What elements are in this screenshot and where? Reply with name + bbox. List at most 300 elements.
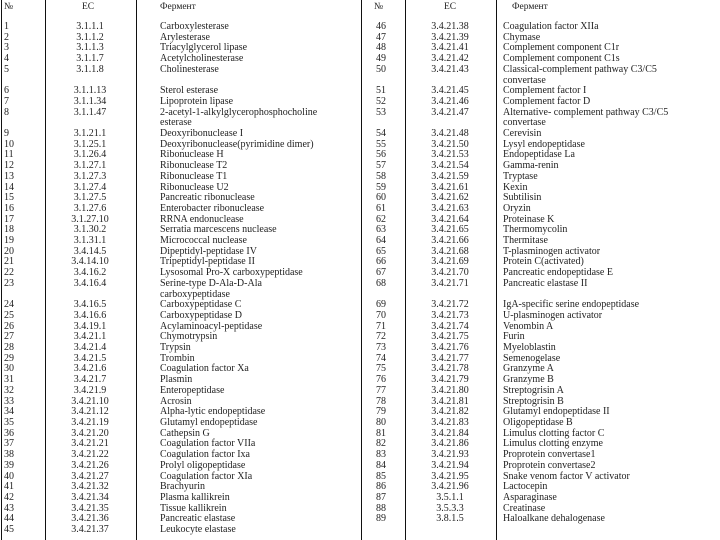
header-number: №: [374, 2, 384, 12]
ec-number: 3.4.21.41: [431, 42, 469, 54]
enzyme-name: Micrococcal nuclease: [160, 235, 247, 247]
row-number: 60: [376, 192, 386, 204]
enzyme-name: Dipeptidyl-peptidase IV: [160, 245, 257, 257]
ec-number: 3.1.1.1: [76, 21, 104, 32]
column-divider: [405, 0, 406, 540]
ec-number: 3.4.21.6: [73, 363, 107, 375]
header-ec: EC: [444, 2, 457, 12]
ec-number: 3.4.21.45: [431, 85, 469, 97]
enzyme-name: Creatinase: [503, 502, 546, 514]
ec-number: 3.4.21.47: [431, 106, 469, 118]
ec-number: 3.4.21.64: [431, 213, 469, 225]
enzyme-name: Prolyl oligopeptidase: [160, 459, 246, 471]
table-row: [0, 172, 360, 183]
enzyme-name: Chymotrypsin: [160, 331, 218, 343]
ec-number: 3.4.21.75: [431, 331, 469, 343]
ec-number: 3.1.1.47: [73, 106, 107, 118]
ec-number: 3.4.14.10: [71, 256, 109, 268]
ec-number: 3.4.21.78: [431, 363, 469, 375]
row-number: 51: [376, 85, 386, 97]
row-number: 54: [376, 128, 386, 140]
row-number: 68: [376, 277, 386, 289]
row-number: 23: [4, 277, 14, 289]
ec-number: 3.4.21.71: [431, 277, 469, 289]
table-row: [360, 65, 720, 86]
table-row: [360, 108, 720, 129]
ec-number: 3.4.21.63: [431, 202, 469, 214]
row-number: 22: [4, 267, 14, 279]
row-number: 62: [376, 213, 386, 225]
row-number: 75: [376, 363, 386, 375]
enzyme-name: Proprotein convertase2: [503, 459, 596, 471]
ec-number: 3.4.21.72: [431, 299, 469, 311]
ec-number: 3.4.21.81: [431, 395, 469, 407]
ec-number: 3.4.21.54: [431, 160, 469, 172]
enzyme-name: Acylaminoacyl-peptidase: [160, 320, 263, 332]
ec-number: 3.4.21.65: [431, 224, 469, 236]
ec-number: 3.4.21.93: [431, 449, 469, 461]
enzyme-name: Serratia marcescens nuclease: [160, 224, 277, 236]
enzyme-name: Thermomycolin: [503, 224, 568, 236]
enzyme-name: Coagulation factor XIa: [160, 470, 253, 482]
enzyme-name: Alpha-lytic endopeptidase: [160, 406, 266, 418]
ec-number: 3.4.21.48: [431, 128, 469, 140]
row-number: 59: [376, 181, 386, 193]
enzyme-name: Granzyme A: [503, 363, 554, 375]
header-ec: EC: [82, 2, 95, 12]
table-row: [360, 172, 720, 183]
ec-number: 3.4.21.5: [73, 352, 107, 364]
enzyme-name: Gamma-renin: [503, 160, 559, 172]
ec-number: 3.4.21.61: [431, 181, 469, 193]
row-number: 84: [376, 459, 386, 471]
ec-number: 3.1.25.1: [73, 138, 107, 150]
enzyme-name: T-plasminogen activator: [503, 245, 601, 257]
row-number: 41: [4, 481, 14, 493]
ec-number: 3.4.21.86: [431, 438, 469, 450]
row-number: 52: [376, 95, 386, 107]
row-number: 29: [4, 352, 14, 364]
row-number: 15: [4, 192, 14, 204]
enzyme-name: Trombin: [160, 352, 195, 364]
ec-number: 3.4.21.12: [71, 406, 109, 418]
header-enzyme: Фермент: [512, 2, 548, 12]
enzyme-name: Coagulation factor Ixa: [160, 449, 250, 461]
ec-number: 3.4.21.66: [431, 235, 469, 247]
table-row: [360, 161, 720, 172]
ec-number: 3.4.21.42: [431, 53, 469, 65]
ec-number: 3.4.21.94: [431, 459, 469, 471]
row-number: 76: [376, 374, 386, 386]
enzyme-name: Alternative- complement pathway C3/C5 convertase: [503, 106, 669, 129]
enzyme-name: Endopeptidase La: [503, 149, 575, 161]
enzyme-name: Pancreatic elastase II: [503, 277, 588, 289]
row-number: 87: [376, 491, 386, 503]
enzyme-name: Lipoprotein lipase: [160, 95, 234, 107]
row-number: 18: [4, 224, 14, 236]
enzyme-name: 2-acetyl-1-alkylglycerophosphocholine esterase: [160, 106, 318, 129]
row-number: 56: [376, 149, 386, 161]
ec-number: 3.5.3.3: [436, 502, 464, 514]
table-row: [360, 514, 720, 525]
enzyme-name: Carboxylesterase: [160, 21, 229, 32]
ec-number: 3.4.21.9: [73, 384, 107, 396]
enzyme-name: Granzyme B: [503, 374, 554, 386]
ec-number: 3.4.21.46: [431, 95, 469, 107]
enzyme-name: Ribonuclease H: [160, 149, 224, 161]
row-number: 10: [4, 138, 14, 150]
enzyme-name: Cholinesterase: [160, 63, 219, 75]
enzyme-name: Brachyurin: [160, 481, 205, 493]
enzyme-name: Kexin: [503, 181, 528, 193]
enzyme-name: Proteinase K: [503, 213, 555, 225]
row-number: 40: [4, 470, 14, 482]
row-number: 77: [376, 384, 386, 396]
enzyme-name: Leukocyte elastase: [160, 524, 236, 536]
enzyme-name: Glutamyl endopeptidase II: [503, 406, 610, 418]
ec-number: 3.4.21.79: [431, 374, 469, 386]
row-number: 50: [376, 63, 386, 75]
enzyme-name: Subtilisin: [503, 192, 542, 204]
enzyme-name: Complement factor I: [503, 85, 587, 97]
table-row: [0, 386, 360, 397]
row-number: 80: [376, 417, 386, 428]
row-number: 73: [376, 342, 386, 354]
enzyme-name: Complement component C1s: [503, 53, 620, 65]
header-enzyme: Фермент: [160, 2, 196, 12]
enzyme-name: Lactocepin: [503, 481, 548, 493]
row-number: 55: [376, 138, 386, 150]
ec-number: 3.4.21.37: [71, 524, 109, 536]
enzyme-name: Serine-type D-Ala-D-Ala carboxypeptidase: [160, 277, 262, 300]
row-number: 9: [4, 128, 9, 140]
enzyme-name: Acrosin: [160, 395, 192, 407]
row-number: 46: [376, 21, 386, 32]
row-number: 66: [376, 256, 386, 268]
table-row: [0, 461, 360, 472]
ec-number: 3.5.1.1: [436, 491, 464, 503]
row-number: 24: [4, 299, 14, 311]
table-row: [0, 97, 360, 108]
table-row: [360, 193, 720, 204]
ec-number: 3.4.16.4: [73, 277, 107, 289]
ec-number: 3.4.21.96: [431, 481, 469, 493]
ec-number: 3.4.21.83: [431, 417, 469, 428]
enzyme-name: Cathepsin G: [160, 427, 210, 439]
ec-number: 3.4.21.26: [71, 459, 109, 471]
row-number: 31: [4, 374, 14, 386]
row-number: 20: [4, 245, 14, 257]
enzyme-name: Arylesterase: [160, 31, 210, 43]
row-number: 25: [4, 309, 14, 321]
ec-number: 3.4.21.62: [431, 192, 469, 204]
enzyme-name: Pancreatic endopeptidase E: [503, 267, 613, 279]
ec-number: 3.1.27.5: [73, 192, 107, 204]
row-number: 69: [376, 299, 386, 311]
ec-number: 3.4.21.53: [431, 149, 469, 161]
row-number: 27: [4, 331, 14, 343]
enzyme-name: Pancreatic elastase: [160, 513, 236, 525]
ec-number: 3.4.21.34: [71, 491, 109, 503]
ec-number: 3.4.21.76: [431, 342, 469, 354]
enzyme-name: IgA-specific serine endopeptidase: [503, 299, 640, 311]
row-number: 13: [4, 170, 14, 182]
ec-number: 3.1.1.3: [76, 42, 104, 54]
table-row: [360, 279, 720, 290]
ec-number: 3.4.21.68: [431, 245, 469, 257]
table-row: [360, 322, 720, 333]
enzyme-name: Lysyl endopeptidase: [503, 138, 585, 150]
enzyme-name: Streptogrisin A: [503, 384, 564, 396]
enzyme-name: Myeloblastin: [503, 342, 556, 354]
row-number: 74: [376, 352, 386, 364]
ec-number: 3.4.21.36: [71, 513, 109, 525]
enzyme-name: U-plasminogen activator: [503, 309, 603, 321]
row-number: 2: [4, 31, 9, 43]
ec-number: 3.1.27.1: [73, 160, 107, 172]
ec-number: 3.4.21.82: [431, 406, 469, 418]
ec-number: 3.4.21.43: [431, 63, 469, 75]
header-number: №: [4, 2, 14, 12]
ec-number: 3.1.27.3: [73, 170, 107, 182]
enzyme-name: Coagulation factor Xa: [160, 363, 249, 375]
enzyme-name: Complement component C1r: [503, 42, 620, 54]
row-number: 33: [4, 395, 14, 407]
ec-number: 3.4.21.38: [431, 21, 469, 32]
ec-number: 3.1.27.10: [71, 213, 109, 225]
row-number: 82: [376, 438, 386, 450]
ec-number: 3.4.21.70: [431, 267, 469, 279]
row-number: 83: [376, 449, 386, 461]
enzyme-name: Chymase: [503, 31, 541, 43]
row-number: 3: [4, 42, 9, 54]
enzyme-name: Carboxypeptidase C: [160, 299, 242, 311]
ec-number: 3.4.21.32: [71, 481, 109, 493]
ec-number: 3.1.1.7: [76, 53, 104, 65]
row-number: 79: [376, 406, 386, 418]
row-number: 71: [376, 320, 386, 332]
ec-number: 3.4.21.21: [71, 438, 109, 450]
enzyme-name: Tissue kallikrein: [160, 502, 227, 514]
enzyme-name: Lysosomal Pro-X carboxypeptidase: [160, 267, 303, 279]
row-number: 47: [376, 31, 386, 43]
row-number: 63: [376, 224, 386, 236]
ec-number: 3.4.21.74: [431, 320, 469, 332]
row-number: 49: [376, 53, 386, 65]
row-number: 37: [4, 438, 14, 450]
row-number: 12: [4, 160, 14, 172]
row-number: 8: [4, 106, 9, 118]
row-number: 17: [4, 213, 14, 225]
enzyme-name: Thermitase: [503, 235, 548, 247]
row-number: 34: [4, 406, 14, 418]
enzyme-name: Tryptase: [503, 170, 538, 182]
ec-number: 3.1.1.8: [76, 63, 104, 75]
row-number: 44: [4, 513, 14, 525]
enzyme-name: Asparaginase: [503, 491, 557, 503]
enzyme-name: Carboxypeptidase D: [160, 309, 242, 321]
row-number: 43: [4, 502, 14, 514]
row-number: 19: [4, 235, 14, 247]
row-number: 26: [4, 320, 14, 332]
enzyme-name: Ribonuclease U2: [160, 181, 229, 193]
enzyme-name: Plasma kallikrein: [160, 491, 230, 503]
row-number: 38: [4, 449, 14, 461]
ec-number: 3.4.21.69: [431, 256, 469, 268]
row-number: 89: [376, 513, 386, 525]
table-row: [0, 108, 360, 129]
enzyme-name: Cerevisin: [503, 128, 542, 140]
row-number: 57: [376, 160, 386, 172]
ec-number: 3.4.14.5: [73, 245, 107, 257]
row-number: 1: [4, 21, 9, 32]
ec-number: 3.1.21.1: [73, 128, 107, 140]
column-divider: [136, 0, 137, 540]
row-number: 53: [376, 106, 386, 118]
row-number: 11: [4, 149, 14, 161]
ec-number: 3.1.27.6: [73, 202, 107, 214]
enzyme-name: Proprotein convertase1: [503, 449, 596, 461]
ec-number: 3.4.21.59: [431, 170, 469, 182]
enzyme-name: Triacylglycerol lipase: [160, 42, 248, 54]
row-number: 72: [376, 331, 386, 343]
row-number: 36: [4, 427, 14, 439]
enzyme-name: RRNA endonuclease: [160, 213, 244, 225]
table-row: [0, 525, 360, 536]
row-number: 35: [4, 417, 14, 428]
row-number: 6: [4, 85, 9, 97]
enzyme-name: Coagulation factor XIIa: [503, 21, 599, 32]
row-number: 32: [4, 384, 14, 396]
enzyme-name: Snake venom factor V activator: [503, 470, 630, 482]
enzyme-name: Acetylcholinesterase: [160, 53, 244, 65]
ec-number: 3.4.21.84: [431, 427, 469, 439]
enzyme-name: Sterol esterase: [160, 85, 219, 97]
row-number: 4: [4, 53, 9, 65]
ec-number: 3.1.31.1: [73, 235, 107, 247]
ec-number: 3.1.1.13: [73, 85, 107, 97]
table-row: [360, 22, 720, 33]
enzyme-name: Tripeptidyl-peptidase II: [160, 256, 255, 268]
column-divider: [496, 0, 497, 540]
ec-number: 3.1.1.34: [73, 95, 107, 107]
column-divider: [361, 0, 362, 540]
row-number: 88: [376, 502, 386, 514]
table-row: [360, 461, 720, 472]
ec-number: 3.1.26.4: [73, 149, 107, 161]
enzyme-name: Classical-complement pathway C3/C5 convertase: [503, 63, 657, 86]
enzyme-name: Limulus clotting factor C: [503, 427, 605, 439]
ec-number: 3.1.1.2: [76, 31, 104, 43]
ec-number: 3.4.21.80: [431, 384, 469, 396]
enzyme-name: Deoxyribonuclease I: [160, 128, 244, 140]
enzyme-name: Enterobacter ribonuclease: [160, 202, 265, 214]
row-number: 7: [4, 95, 9, 107]
row-number: 16: [4, 202, 14, 214]
enzyme-name: Oryzin: [503, 202, 531, 214]
enzyme-name: Ribonuclease T2: [160, 160, 228, 172]
row-number: 21: [4, 256, 14, 268]
row-number: 61: [376, 202, 386, 214]
enzyme-name: Enteropeptidase: [160, 384, 225, 396]
ec-number: 3.4.21.22: [71, 449, 109, 461]
row-number: 42: [4, 491, 14, 503]
ec-number: 3.1.30.2: [73, 224, 107, 236]
ec-number: 3.4.21.77: [431, 352, 469, 364]
enzyme-name: Deoxyribonuclease(pyrimidine dimer): [160, 138, 314, 150]
row-number: 58: [376, 170, 386, 182]
enzyme-name: Furin: [503, 331, 525, 343]
enzyme-name: Pancreatic ribonuclease: [160, 192, 255, 204]
ec-number: 3.4.21.20: [71, 427, 109, 439]
ec-number: 3.4.21.50: [431, 138, 469, 150]
ec-number: 3.4.21.39: [431, 31, 469, 43]
table-body: [0, 22, 360, 536]
ec-number: 3.4.21.73: [431, 309, 469, 321]
ec-number: 3.4.21.7: [73, 374, 107, 386]
enzyme-name: Ribonuclease T1: [160, 170, 228, 182]
row-number: 39: [4, 459, 14, 471]
enzyme-name: Trypsin: [160, 342, 191, 354]
ec-number: 3.4.21.4: [73, 342, 107, 354]
enzyme-table-right: [360, 0, 720, 540]
ec-number: 3.4.16.2: [73, 267, 107, 279]
enzyme-name: Streptogrisin B: [503, 395, 564, 407]
ec-number: 3.4.21.1: [73, 331, 107, 343]
row-number: 67: [376, 267, 386, 279]
row-number: 70: [376, 309, 386, 321]
row-number: 85: [376, 470, 386, 482]
row-number: 30: [4, 363, 14, 375]
enzyme-name: Protein C(activated): [503, 256, 584, 268]
enzyme-name: Glutamyl endopeptidase: [160, 417, 258, 428]
row-number: 78: [376, 395, 386, 407]
row-number: 28: [4, 342, 14, 354]
ec-number: 3.4.21.27: [71, 470, 109, 482]
ec-number: 3.4.21.35: [71, 502, 109, 514]
ec-number: 3.4.19.1: [73, 320, 107, 332]
ec-number: 3.1.27.4: [73, 181, 107, 193]
enzyme-name: Coagulation factor VIIa: [160, 438, 256, 450]
enzyme-name: Complement factor D: [503, 95, 591, 107]
ec-number: 3.4.21.95: [431, 470, 469, 482]
table-row: [0, 65, 360, 76]
table-row: [0, 279, 360, 300]
ec-number: 3.4.16.6: [73, 309, 107, 321]
table-body: [360, 22, 720, 525]
row-number: 45: [4, 524, 14, 536]
ec-number: 3.4.16.5: [73, 299, 107, 311]
column-divider: [1, 0, 2, 540]
row-number: 5: [4, 63, 9, 75]
enzyme-name: Haloalkane dehalogenase: [503, 513, 605, 525]
enzyme-name: Venombin A: [503, 320, 554, 332]
enzyme-name: Semenogelase: [503, 352, 561, 364]
enzyme-name: Oligopeptidase B: [503, 417, 573, 428]
row-number: 86: [376, 481, 386, 493]
enzyme-name: Limulus clotting enzyme: [503, 438, 603, 450]
ec-number: 3.8.1.5: [436, 513, 464, 525]
row-number: 65: [376, 245, 386, 257]
row-number: 81: [376, 427, 386, 439]
column-divider: [45, 0, 46, 540]
row-number: 14: [4, 181, 14, 193]
ec-number: 3.4.21.19: [71, 417, 109, 428]
table-row: [360, 386, 720, 397]
row-number: 64: [376, 235, 386, 247]
row-number: 48: [376, 42, 386, 54]
enzyme-name: Plasmin: [160, 374, 193, 386]
